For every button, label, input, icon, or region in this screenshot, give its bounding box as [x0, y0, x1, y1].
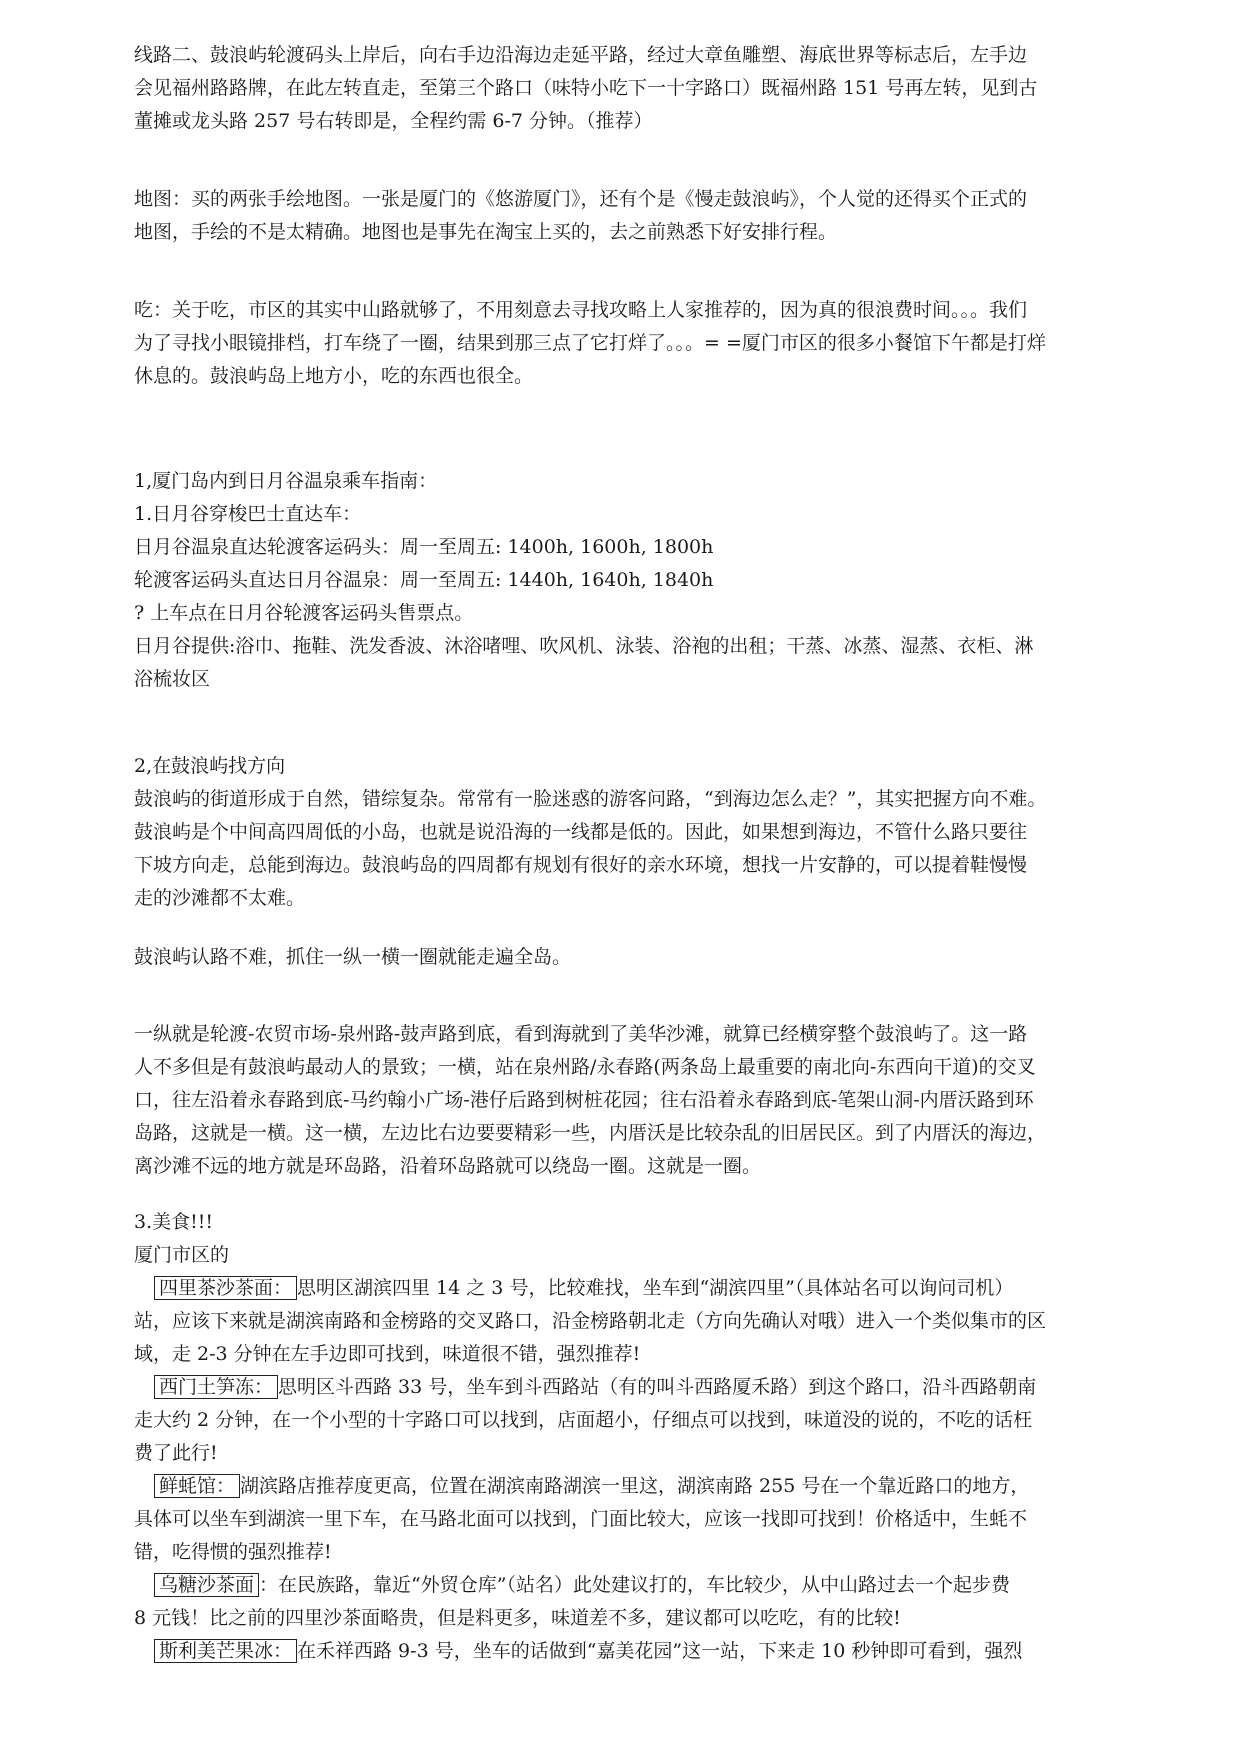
text-line: 下坡方向走，总能到海边。鼓浪屿岛的四周都有规划有很好的亲水环境，想找一片安静的，可以提着鞋慢慢: [134, 854, 1028, 876]
food-item-text: 在禾祥西路 9-3 号，坐车的话做到“嘉美花园”这一站，下来走 10 秒钟即可看到，强烈: [297, 1640, 1023, 1662]
food-item-name: 四里茶沙茶面：: [154, 1276, 297, 1300]
text-line: 鼓浪屿的街道形成于自然，错综复杂。常常有一脸迷惑的游客问路，“到海边怎么走？”，其实把握方向不难。: [134, 788, 1047, 810]
text-line: 错，吃得惯的强烈推荐!: [134, 1541, 332, 1563]
text-line: 1.日月谷穿梭巴士直达车：: [134, 503, 362, 525]
text-line: 费了此行!: [134, 1442, 218, 1464]
food-item-first-line: [134, 1470, 1158, 1503]
schedule-line: 轮渡客运码头直达日月谷温泉：周一至周五: 1440h, 1640h, 1840h: [134, 569, 714, 591]
text-line: 域，走 2-3 分钟在左手边即可找到，味道很不错，强烈推荐!: [134, 1343, 641, 1365]
text-line: 会见福州路路牌，在此左转直走，至第三个路口（味特小吃下一十字路口）既福州路 151 号再左转，见到古: [134, 77, 1038, 99]
food-item-text: 湖滨路店推荐度更高，位置在湖滨南路湖滨一里这，湖滨南路 255 号在一个靠近路口的地方，: [240, 1475, 1030, 1497]
schedule-line: 日月谷温泉直达轮渡客运码头：周一至周五: 1400h, 1600h, 1800h: [134, 536, 714, 558]
text-line: 线路二、鼓浪屿轮渡码头上岸后，向右手边沿海边走延平路，经过大章鱼雕塑、海底世界等标志后，左手边: [134, 44, 1028, 66]
eat-paragraph: [134, 294, 1158, 393]
text-line: 鼓浪屿认路不难，抓住一纵一横一圈就能走遍全岛。: [134, 946, 572, 968]
route-intro-paragraph: [134, 941, 1158, 974]
map-paragraph: [134, 183, 1158, 249]
food-item-name: 西门土笋冻：: [154, 1375, 278, 1399]
food-item-text: ：在民族路，靠近“外贸仓库”（站名）此处建议打的，车比较少，从中山路过去一个起步费: [259, 1574, 1010, 1596]
food-item-first-line: [134, 1272, 1158, 1305]
section-heading: 1,厦门岛内到日月谷温泉乘车指南：: [134, 470, 438, 492]
subheading: 厦门市区的: [134, 1244, 230, 1266]
direction-section: [134, 750, 1158, 915]
text-line: 口，往左沿着永春路到底-马约翰小广场-港仔后路到树桩花园；往右沿着永春路到底-笔架山洞-内厝沃路到环: [134, 1089, 1034, 1111]
text-line: 浴梳妆区: [134, 668, 211, 690]
text-line: 走大约 2 分钟，在一个小型的十字路口可以找到，店面超小，仔细点可以找到，味道没的说的，不吃的话枉: [134, 1409, 1033, 1431]
food-item-first-line: [134, 1569, 1158, 1602]
text-line: 休息的。鼓浪屿岛上地方小，吃的东西也很全。: [134, 365, 534, 387]
food-item-text: 思明区斗西路 33 号，坐车到斗西路站（有的叫斗西路厦禾路）到这个路口，沿斗西路朝南: [278, 1376, 1037, 1398]
text-line: 地图，手绘的不是太精确。地图也是事先在淘宝上买的，去之前熟悉下好安排行程。: [134, 221, 838, 243]
text-line: 走的沙滩都不太难。: [134, 887, 306, 909]
section-heading: 3.美食!!!: [134, 1211, 214, 1233]
text-line: 8 元钱！比之前的四里沙茶面略贵，但是料更多，味道差不多，建议都可以吃吃，有的比较!: [134, 1607, 901, 1629]
text-line: 鼓浪屿是个中间高四周低的小岛，也就是说沿海的一线都是低的。因此，如果想到海边，不管什么路只要往: [134, 821, 1028, 843]
text-line: 吃：关于吃，市区的其实中山路就够了，不用刻意去寻找攻略上人家推荐的，因为真的很浪费时间。。。我们: [134, 299, 1028, 321]
text-line: 岛路，这就是一横。这一横，左边比右边要要精彩一些，内厝沃是比较杂乱的旧居民区。到了内厝沃的海边，: [134, 1122, 1047, 1144]
text-line: 董摊或龙头路 257 号右转即是，全程约需 6-7 分钟。（推荐）: [134, 110, 653, 132]
section-heading: 2,在鼓浪屿找方向: [134, 755, 286, 777]
text-line: 一纵就是轮渡-农贸市场-泉州路-鼓声路到底，看到海就到了美华沙滩，就算已经横穿整个鼓浪屿了。这一路: [134, 1023, 1028, 1045]
food-item-name: 乌糖沙茶面: [154, 1573, 259, 1597]
text-line: 日月谷提供:浴巾、拖鞋、洗发香波、沐浴啫哩、吹风机、泳装、浴袍的出租；干蒸、冰蒸、湿蒸、衣柜、淋: [134, 635, 1034, 657]
text-line: 人不多但是有鼓浪屿最动人的景致；一横，站在泉州路/永春路(两条岛上最重要的南北向-东西向干道)的交叉: [134, 1056, 1036, 1078]
food-item-first-line: [134, 1371, 1158, 1404]
food-item-name: 鲜蚝馆：: [154, 1474, 240, 1498]
food-item-text: 思明区湖滨四里 14 之 3 号，比较难找，坐车到“湖滨四里”（具体站名可以询问司机）: [297, 1277, 1014, 1299]
food-item-name: 斯利美芒果冰：: [154, 1639, 297, 1663]
text-line: 具体可以坐车到湖滨一里下车，在马路北面可以找到，门面比较大，应该一找即可找到！价格适中，生蚝不: [134, 1508, 1028, 1530]
zongheng-paragraph: [134, 1018, 1158, 1183]
text-line: 站，应该下来就是湖滨南路和金榜路的交叉路口，沿金榜路朝北走（方向先确认对哦）进入一个类似集市的区: [134, 1310, 1047, 1332]
text-line: 地图：买的两张手绘地图。一张是厦门的《悠游厦门》，还有个是《慢走鼓浪屿》，个人觉的还得买个正式的: [134, 188, 1028, 210]
hotspring-section: [134, 465, 1158, 696]
text-line: 离沙滩不远的地方就是环岛路，沿着环岛路就可以绕岛一圈。这就是一圈。: [134, 1155, 762, 1177]
food-item-first-line: [134, 1635, 1158, 1668]
food-section: [134, 1206, 1158, 1668]
text-line: 为了寻找小眼镜排档，打车绕了一圈，结果到那三点了它打烊了。。。= =厦门市区的很多小餐馆下午都是打烊: [134, 332, 1046, 354]
route2-paragraph: [134, 39, 1158, 138]
text-line: ? 上车点在日月谷轮渡客运码头售票点。: [134, 602, 474, 624]
